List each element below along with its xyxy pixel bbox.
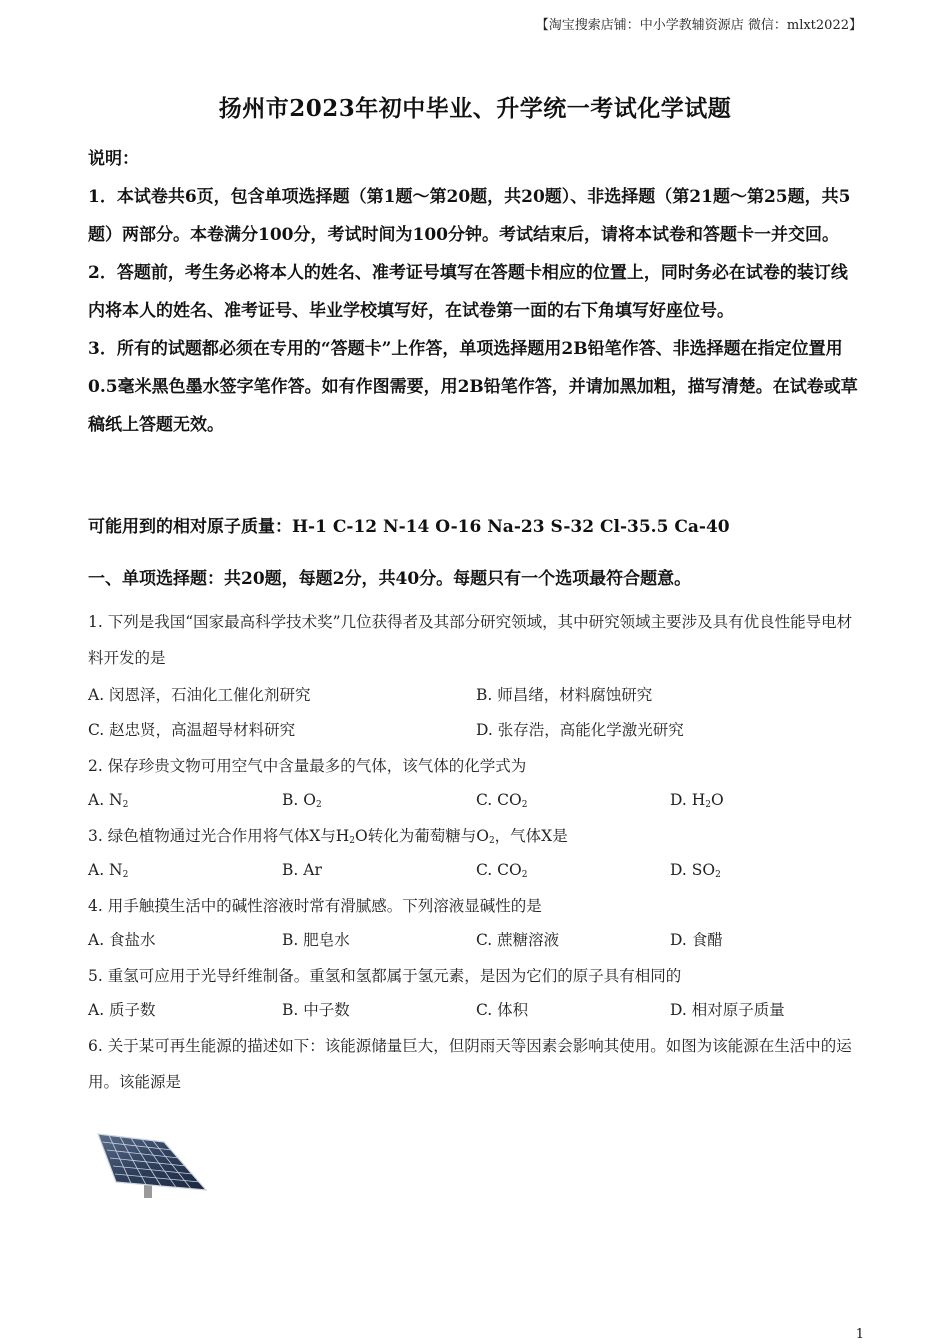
question-5-option-a: A. 质子数: [88, 1001, 156, 1019]
question-6: [88, 1028, 864, 1100]
question-6-stem: 6. 关于某可再生能源的描述如下：该能源储量巨大，但阴雨天等因素会影响其使用。如图为该能源在生活中的运用。该能源是: [88, 1037, 852, 1091]
instruction-item-2: 2．答题前，考生务必将本人的姓名、准考证号填写在答题卡相应的位置上，同时务必在试卷的装订线内将本人的姓名、准考证号、毕业学校填写好，在试卷第一面的右下角填写好座位号。: [88, 263, 848, 321]
question-3-stem: 3. 绿色植物通过光合作用将气体X与$H_2O$转化为葡萄糖与$O_2$，气体X是: [88, 827, 568, 846]
question-5-option-b: B. 中子数: [282, 1001, 350, 1019]
instructions: [88, 140, 864, 444]
question-3-option-b: B. Ar: [282, 861, 322, 879]
question-3-options: [88, 853, 864, 893]
question-2-stem: 2. 保存珍贵文物可用空气中含量最多的气体，该气体的化学式为: [88, 757, 527, 775]
question-5-stem: 5. 重氢可应用于光导纤维制备。重氢和氢都属于氢元素，是因为它们的原子具有相同的: [88, 967, 682, 985]
question-1-options-row-2: [88, 713, 864, 748]
question-4-option-a: A. 食盐水: [88, 931, 156, 949]
question-4-option-d: D. 食醋: [670, 931, 723, 949]
question-2-option-c: C. $CO_2$: [476, 791, 528, 810]
question-3-option-c: C. $CO_2$: [476, 861, 528, 880]
question-5-option-d: D. 相对原子质量: [670, 1001, 785, 1019]
page-title: 扬州市2023年初中毕业、升学统一考试化学试题: [218, 95, 732, 122]
question-4-option-c: C. 蔗糖溶液: [476, 931, 560, 949]
question-2-option-a: A. $N_2$: [88, 791, 129, 810]
question-1-option-d: D. 张存浩，高能化学激光研究: [476, 721, 684, 739]
question-4-stem: 4. 用手触摸生活中的碱性溶液时常有滑腻感。下列溶液显碱性的是: [88, 897, 542, 915]
instruction-item-3: 3．所有的试题都必须在专用的“答题卡”上作答，单项选择题用2B铅笔作答、非选择题在指定位置用0.5毫米黑色墨水签字笔作答。如有作图需要，用2B铅笔作答，并请加黑加粗，描写清楚。在试卷或草稿纸上答题无效。: [88, 339, 858, 435]
question-1-option-c: C. 赵忠贤，高温超导材料研究: [88, 721, 296, 739]
page-number: 1: [855, 1327, 864, 1342]
question-4-option-b: B. 肥皂水: [282, 931, 350, 949]
header-note: 【淘宝搜索店铺：中小学教辅资源店 微信：mlxt2022】: [535, 18, 862, 33]
instruction-item-1: 1．本试卷共6页，包含单项选择题（第1题～第20题，共20题）、非选择题（第21题～第25题，共5题）两部分。本卷满分100分，考试时间为100分钟。考试结束后，请将本试卷和答题卡一并交回。: [88, 187, 851, 245]
question-5-option-c: C. 体积: [476, 1001, 529, 1019]
instructions-heading: 说明：: [88, 149, 139, 169]
section-one-heading: 一、单项选择题：共20题，每题2分，共40分。每题只有一个选项最符合题意。: [88, 569, 692, 589]
question-1-stem: 1. 下列是我国“国家最高科学技术奖”几位获得者及其部分研究领域，其中研究领域主要涉及具有优良性能导电材料开发的是: [88, 613, 853, 667]
question-1-option-a: A. 闵恩泽，石油化工催化剂研究: [88, 686, 311, 704]
question-2-options: [88, 783, 864, 823]
solar-panel-illustration: [92, 1128, 212, 1204]
question-2-option-d: D. $H_2O$: [670, 791, 724, 810]
question-2-option-b: B. $O_2$: [282, 791, 322, 810]
atomic-masses: 可能用到的相对原子质量：H-1 C-12 N-14 O-16 Na-23 S-32 Cl-35.5 Ca-40: [88, 517, 730, 537]
question-3-option-a: A. $N_2$: [88, 861, 129, 880]
question-3-option-d: D. $SO_2$: [670, 861, 721, 880]
question-5-options: [88, 993, 864, 1028]
question-1-option-b: B. 师昌绪，材料腐蚀研究: [476, 686, 653, 704]
solar-panel-icon: [92, 1128, 212, 1200]
question-1-options-row-1: [88, 678, 864, 713]
question-4-options: [88, 923, 864, 958]
question-1: [88, 604, 864, 676]
